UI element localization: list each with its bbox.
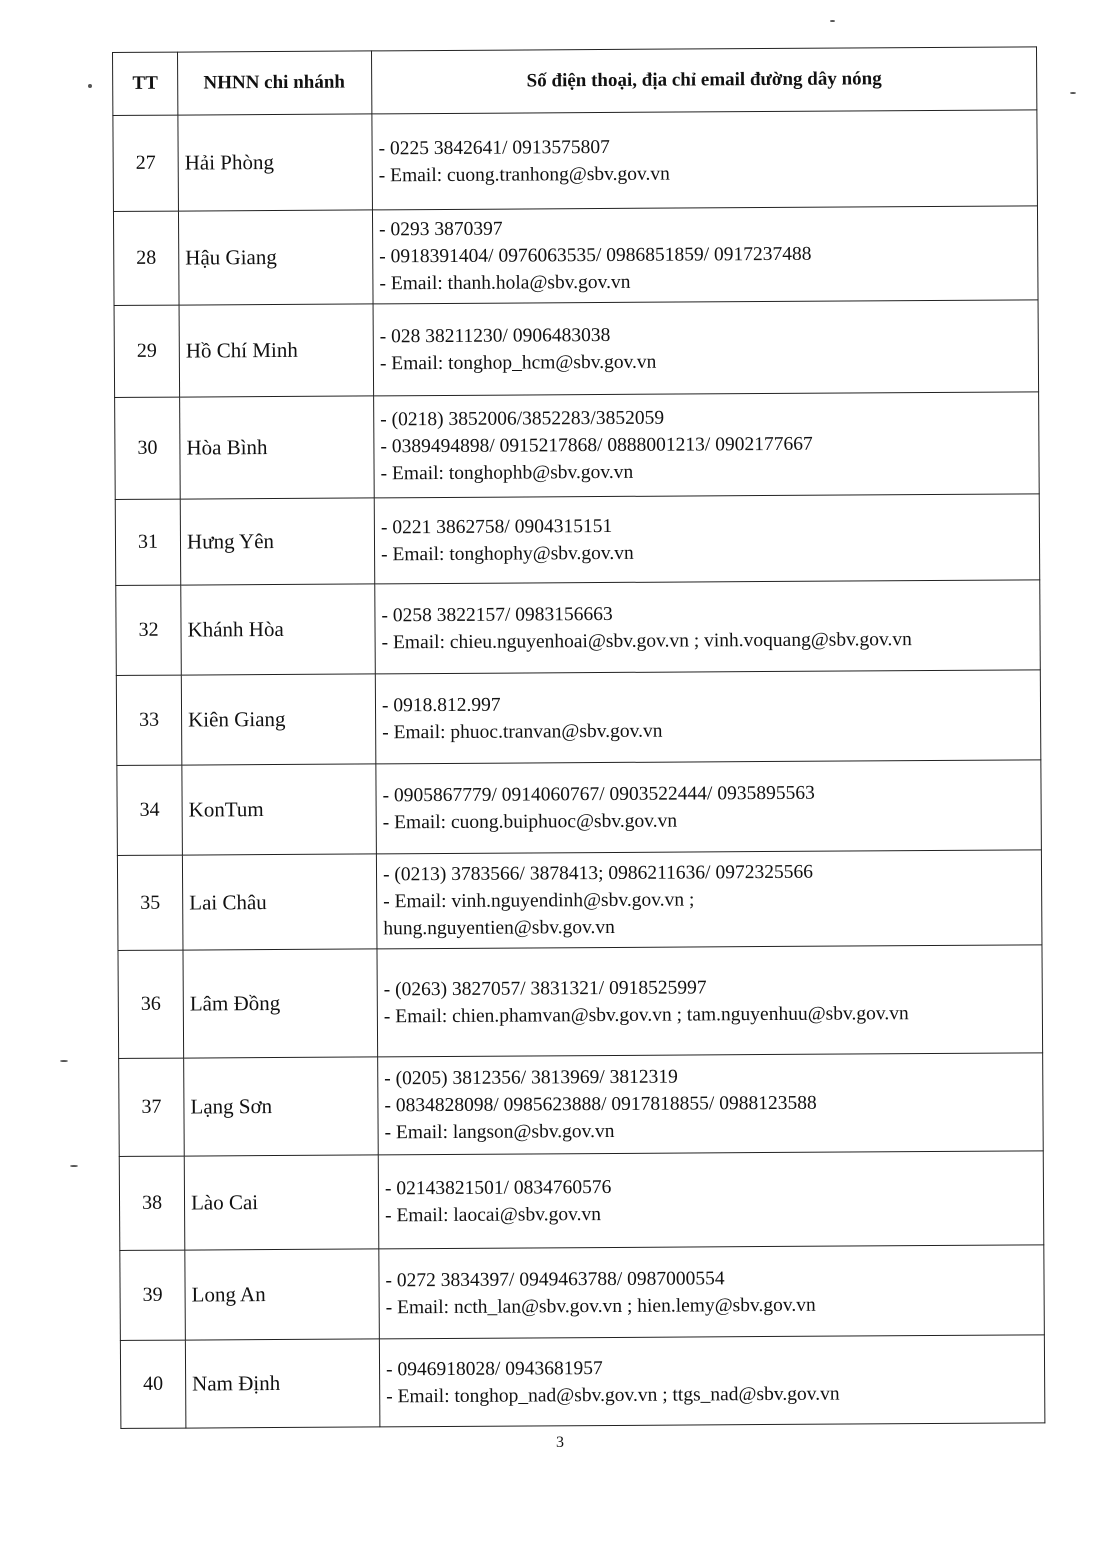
contact-line: hung.nguyentien@sbv.gov.vn [383, 916, 615, 939]
contact-line: - Email: tonghop_nad@sbv.gov.vn ; ttgs_nad@sbv.gov.vn [386, 1383, 840, 1407]
table-row [113, 110, 1038, 212]
contact-line: - Email: cuong.tranhong@sbv.gov.vn [378, 163, 670, 186]
table-row [120, 1245, 1045, 1341]
contact-line: - 02143821501/ 0834760576 [384, 1176, 612, 1199]
scan-speck [1070, 92, 1076, 94]
contact-cell [373, 300, 1039, 396]
contact-line: - 0946918028/ 0943681957 [385, 1357, 603, 1380]
contact-cell [374, 392, 1040, 498]
contact-line: - Email: langson@sbv.gov.vn [384, 1120, 615, 1144]
contact-line: - 0272 3834397/ 0949463788/ 0987000554 [385, 1267, 725, 1291]
contact-line: - Email: tonghop_hcm@sbv.gov.vn [379, 351, 657, 374]
contact-line: - 0918391404/ 0976063535/ 0986851859/ 0917237488 [379, 243, 812, 268]
contact-line: - (0213) 3783566/ 3878413; 0986211636/ 0972325566 [382, 861, 813, 885]
contact-cell [376, 760, 1042, 854]
header-tt: TT [113, 52, 178, 115]
branch-name: Hồ Chí Minh [179, 304, 374, 397]
branch-name: Lào Cai [184, 1155, 379, 1250]
contact-cell [378, 1053, 1044, 1155]
scan-speck [70, 1165, 78, 1167]
row-number: 38 [119, 1156, 185, 1250]
branch-name: Khánh Hòa [181, 584, 376, 675]
table-row [117, 850, 1042, 951]
row-number: 32 [116, 585, 182, 675]
table-row [116, 670, 1041, 766]
contact-line: - Email: vinh.nguyendinh@sbv.gov.vn ; [383, 888, 695, 912]
branch-name: Hải Phòng [178, 114, 373, 211]
contact-line: - (0205) 3812356/ 3813969/ 3812319 [384, 1066, 678, 1090]
header-branch: NHNN chi nhánh [178, 51, 372, 115]
contact-line: - Email: chieu.nguyenhoai@sbv.gov.vn ; vinh.voquang@sbv.gov.vn [381, 628, 912, 653]
table-row [119, 1151, 1044, 1251]
branch-name: Hậu Giang [178, 210, 373, 305]
contact-cell [377, 945, 1043, 1057]
contact-line: - 028 38211230/ 0906483038 [379, 324, 611, 347]
contact-cell [379, 1245, 1045, 1339]
contact-cell [376, 850, 1042, 949]
hotline-table [112, 46, 1045, 1429]
contact-line: - Email: tonghophy@sbv.gov.vn [381, 542, 634, 565]
contact-line: - 0225 3842641/ 0913575807 [378, 136, 610, 159]
scan-speck [88, 84, 92, 88]
contact-line: - Email: thanh.hola@sbv.gov.vn [379, 271, 631, 295]
contact-line: - 0905867779/ 0914060767/ 0903522444/ 0935895563 [382, 782, 815, 806]
row-number: 34 [117, 765, 183, 855]
row-number: 29 [114, 305, 180, 397]
contact-cell [375, 580, 1041, 674]
row-number: 35 [117, 855, 183, 950]
table-row [115, 392, 1040, 500]
contact-cell [379, 1335, 1045, 1427]
branch-name: Long An [185, 1249, 380, 1340]
table-row [117, 760, 1042, 856]
branch-name: KonTum [182, 764, 377, 855]
table-row [119, 1053, 1044, 1157]
branch-name: Lai Châu [182, 854, 377, 950]
contact-line: - Email: tonghophb@sbv.gov.vn [380, 461, 634, 485]
contact-line: - Email: ncth_lan@sbv.gov.vn ; hien.lemy@sbv.gov.vn [385, 1294, 816, 1318]
contact-cell [375, 670, 1041, 764]
row-number: 31 [115, 499, 181, 585]
table-row [120, 1335, 1045, 1429]
contact-line: - Email: chien.phamvan@sbv.gov.vn ; tam.nguyenhuu@sbv.gov.vn [383, 1002, 909, 1027]
contact-line: - 0918.812.997 [381, 694, 501, 716]
row-number: 40 [120, 1340, 186, 1428]
branch-name: Lâm Đồng [183, 949, 378, 1058]
table-row [113, 206, 1038, 306]
header-contact: Số điện thoại, địa chỉ email đường dây nóng [371, 47, 1036, 114]
branch-name: Hưng Yên [180, 498, 375, 585]
row-number: 33 [116, 675, 182, 765]
contact-line: - 0389494898/ 0915217868/ 0888001213/ 0902177667 [380, 433, 813, 458]
table-row [114, 300, 1039, 398]
contact-line: - 0834828098/ 0985623888/ 0917818855/ 0988123588 [384, 1092, 817, 1117]
contact-line: - Email: cuong.buiphuoc@sbv.gov.vn [382, 810, 678, 833]
page-number: 3 [556, 1434, 564, 1451]
table-header-row [113, 47, 1037, 116]
scan-speck [60, 1060, 68, 1062]
row-number: 36 [118, 950, 184, 1058]
row-number: 37 [119, 1058, 185, 1156]
contact-line: - (0218) 3852006/3852283/3852059 [380, 407, 665, 431]
table-row [115, 494, 1040, 586]
contact-cell [374, 494, 1040, 584]
contact-line: - 0258 3822157/ 0983156663 [381, 603, 613, 626]
contact-cell [378, 1151, 1044, 1249]
row-number: 39 [120, 1250, 186, 1340]
contact-line: - (0263) 3827057/ 3831321/ 0918525997 [383, 976, 707, 1000]
branch-name: Kiên Giang [181, 674, 376, 765]
branch-name: Lạng Sơn [184, 1057, 379, 1156]
contact-line: - Email: laocai@sbv.gov.vn [385, 1203, 601, 1226]
branch-name: Nam Định [185, 1339, 380, 1428]
row-number: 28 [113, 211, 179, 305]
table-row [118, 945, 1043, 1059]
table-row [116, 580, 1041, 676]
row-number: 27 [113, 115, 179, 211]
contact-line: - 0221 3862758/ 0904315151 [380, 515, 613, 538]
contact-cell [372, 206, 1038, 304]
table-body [113, 110, 1045, 1429]
contact-cell [372, 110, 1038, 210]
row-number: 30 [115, 397, 181, 499]
scan-speck [830, 20, 835, 22]
branch-name: Hòa Bình [180, 396, 375, 499]
contact-line: - Email: phuoc.tranvan@sbv.gov.vn [382, 720, 663, 743]
contact-line: - 0293 3870397 [379, 218, 503, 241]
